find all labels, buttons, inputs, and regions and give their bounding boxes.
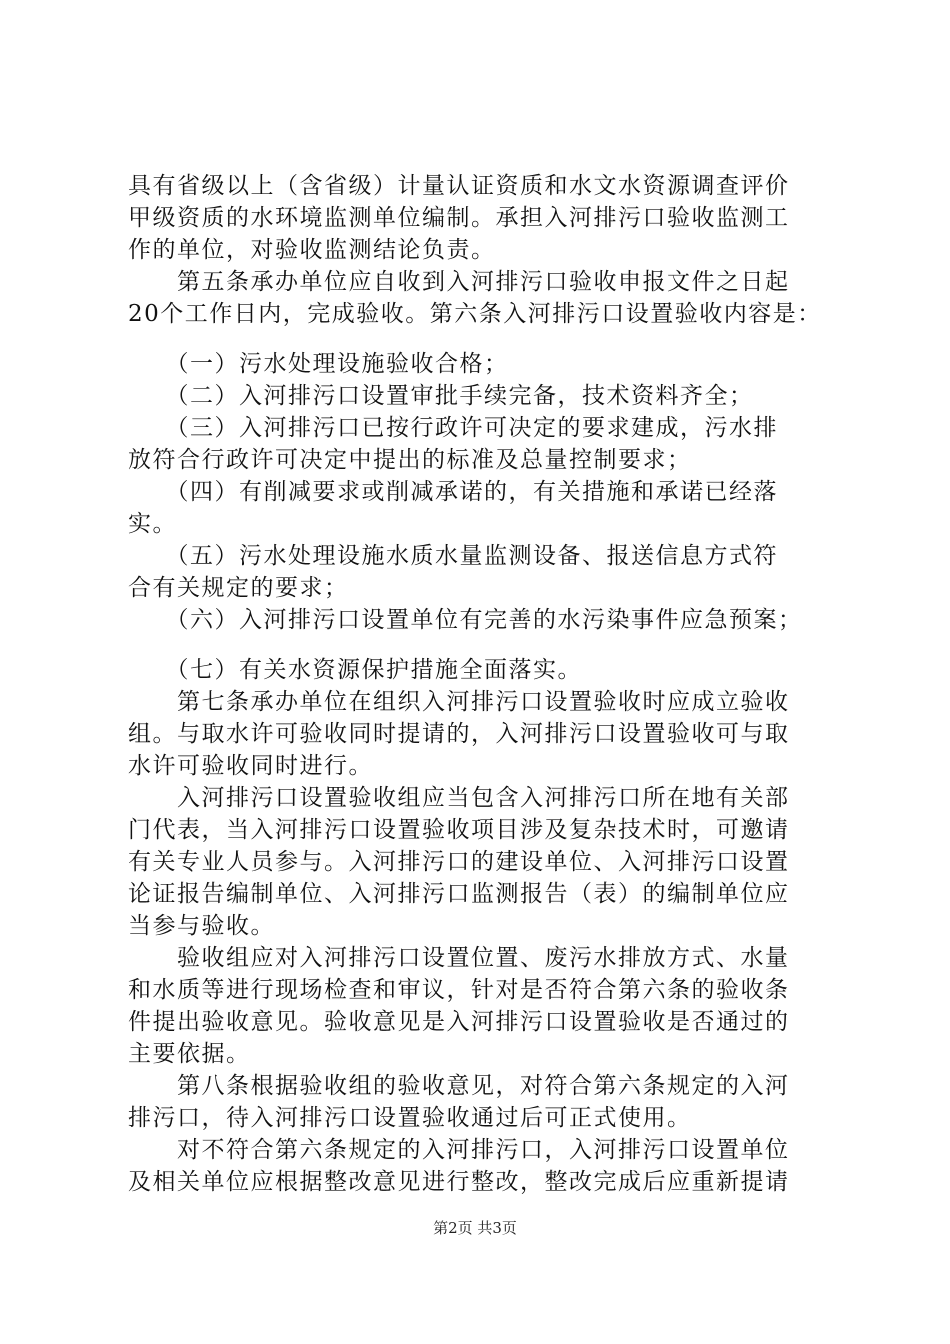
text-line: 放符合行政许可决定中提出的标准及总量控制要求； — [128, 447, 692, 473]
text-line: 作的单位，对验收监测结论负责。 — [128, 237, 496, 263]
text-line: 第五条承办单位应自收到入河排污口验收申报文件之日起 — [128, 269, 790, 295]
text-line: 合有关规定的要求； — [128, 575, 349, 601]
text-line: 有关专业人员参与。入河排污口的建设单位、入河排污口设置 — [128, 849, 790, 875]
page-footer: 第2页 共3页 — [433, 1219, 517, 1237]
text-line: 排污口，待入河排污口设置验收通过后可正式使用。 — [128, 1105, 692, 1131]
text-line: 主要依据。 — [128, 1041, 251, 1067]
text-line: （六）入河排污口设置单位有完善的水污染事件应急预案； — [128, 607, 803, 633]
text-line: 件提出验收意见。验收意见是入河排污口设置验收是否通过的 — [128, 1009, 790, 1035]
text-line: （七）有关水资源保护措施全面落实。 — [128, 657, 582, 683]
text-line: 和水质等进行现场检查和审议，针对是否符合第六条的验收条 — [128, 977, 790, 1003]
text-line: （四）有削减要求或削减承诺的，有关措施和承诺已经落 — [128, 479, 778, 505]
text-line: 门代表，当入河排污口设置验收项目涉及复杂技术时，可邀请 — [128, 817, 790, 843]
text-line: （一）污水处理设施验收合格； — [128, 351, 509, 377]
text-line: 对不符合第六条规定的入河排污口，入河排污口设置单位 — [128, 1137, 790, 1163]
document-body — [128, 170, 833, 1198]
text-line: 20个工作日内，完成验收。第六条入河排污口设置验收内容是： — [128, 301, 822, 327]
text-line: 论证报告编制单位、入河排污口监测报告（表）的编制单位应 — [128, 881, 790, 907]
text-line: 水许可验收同时进行。 — [128, 753, 373, 779]
text-line: 第八条根据验收组的验收意见，对符合第六条规定的入河 — [128, 1073, 790, 1099]
text-line: （三）入河排污口已按行政许可决定的要求建成，污水排 — [128, 415, 778, 441]
text-line: 组。与取水许可验收同时提请的，入河排污口设置验收可与取 — [128, 721, 790, 747]
text-line: 当参与验收。 — [128, 913, 275, 939]
text-line: 实。 — [128, 511, 177, 537]
text-line: （五）污水处理设施水质水量监测设备、报送信息方式符 — [128, 543, 778, 569]
text-line: 具有省级以上（含省级）计量认证资质和水文水资源调查评价 — [128, 173, 790, 199]
text-line: 验收组应对入河排污口设置位置、废污水排放方式、水量 — [128, 945, 790, 971]
text-line: 甲级资质的水环境监测单位编制。承担入河排污口验收监测工 — [128, 205, 790, 231]
text-line: 入河排污口设置验收组应当包含入河排污口所在地有关部 — [128, 785, 790, 811]
text-line: （二）入河排污口设置审批手续完备，技术资料齐全； — [128, 383, 754, 409]
text-line: 及相关单位应根据整改意见进行整改，整改完成后应重新提请 — [128, 1169, 790, 1195]
text-line: 第七条承办单位在组织入河排污口设置验收时应成立验收 — [128, 689, 790, 715]
